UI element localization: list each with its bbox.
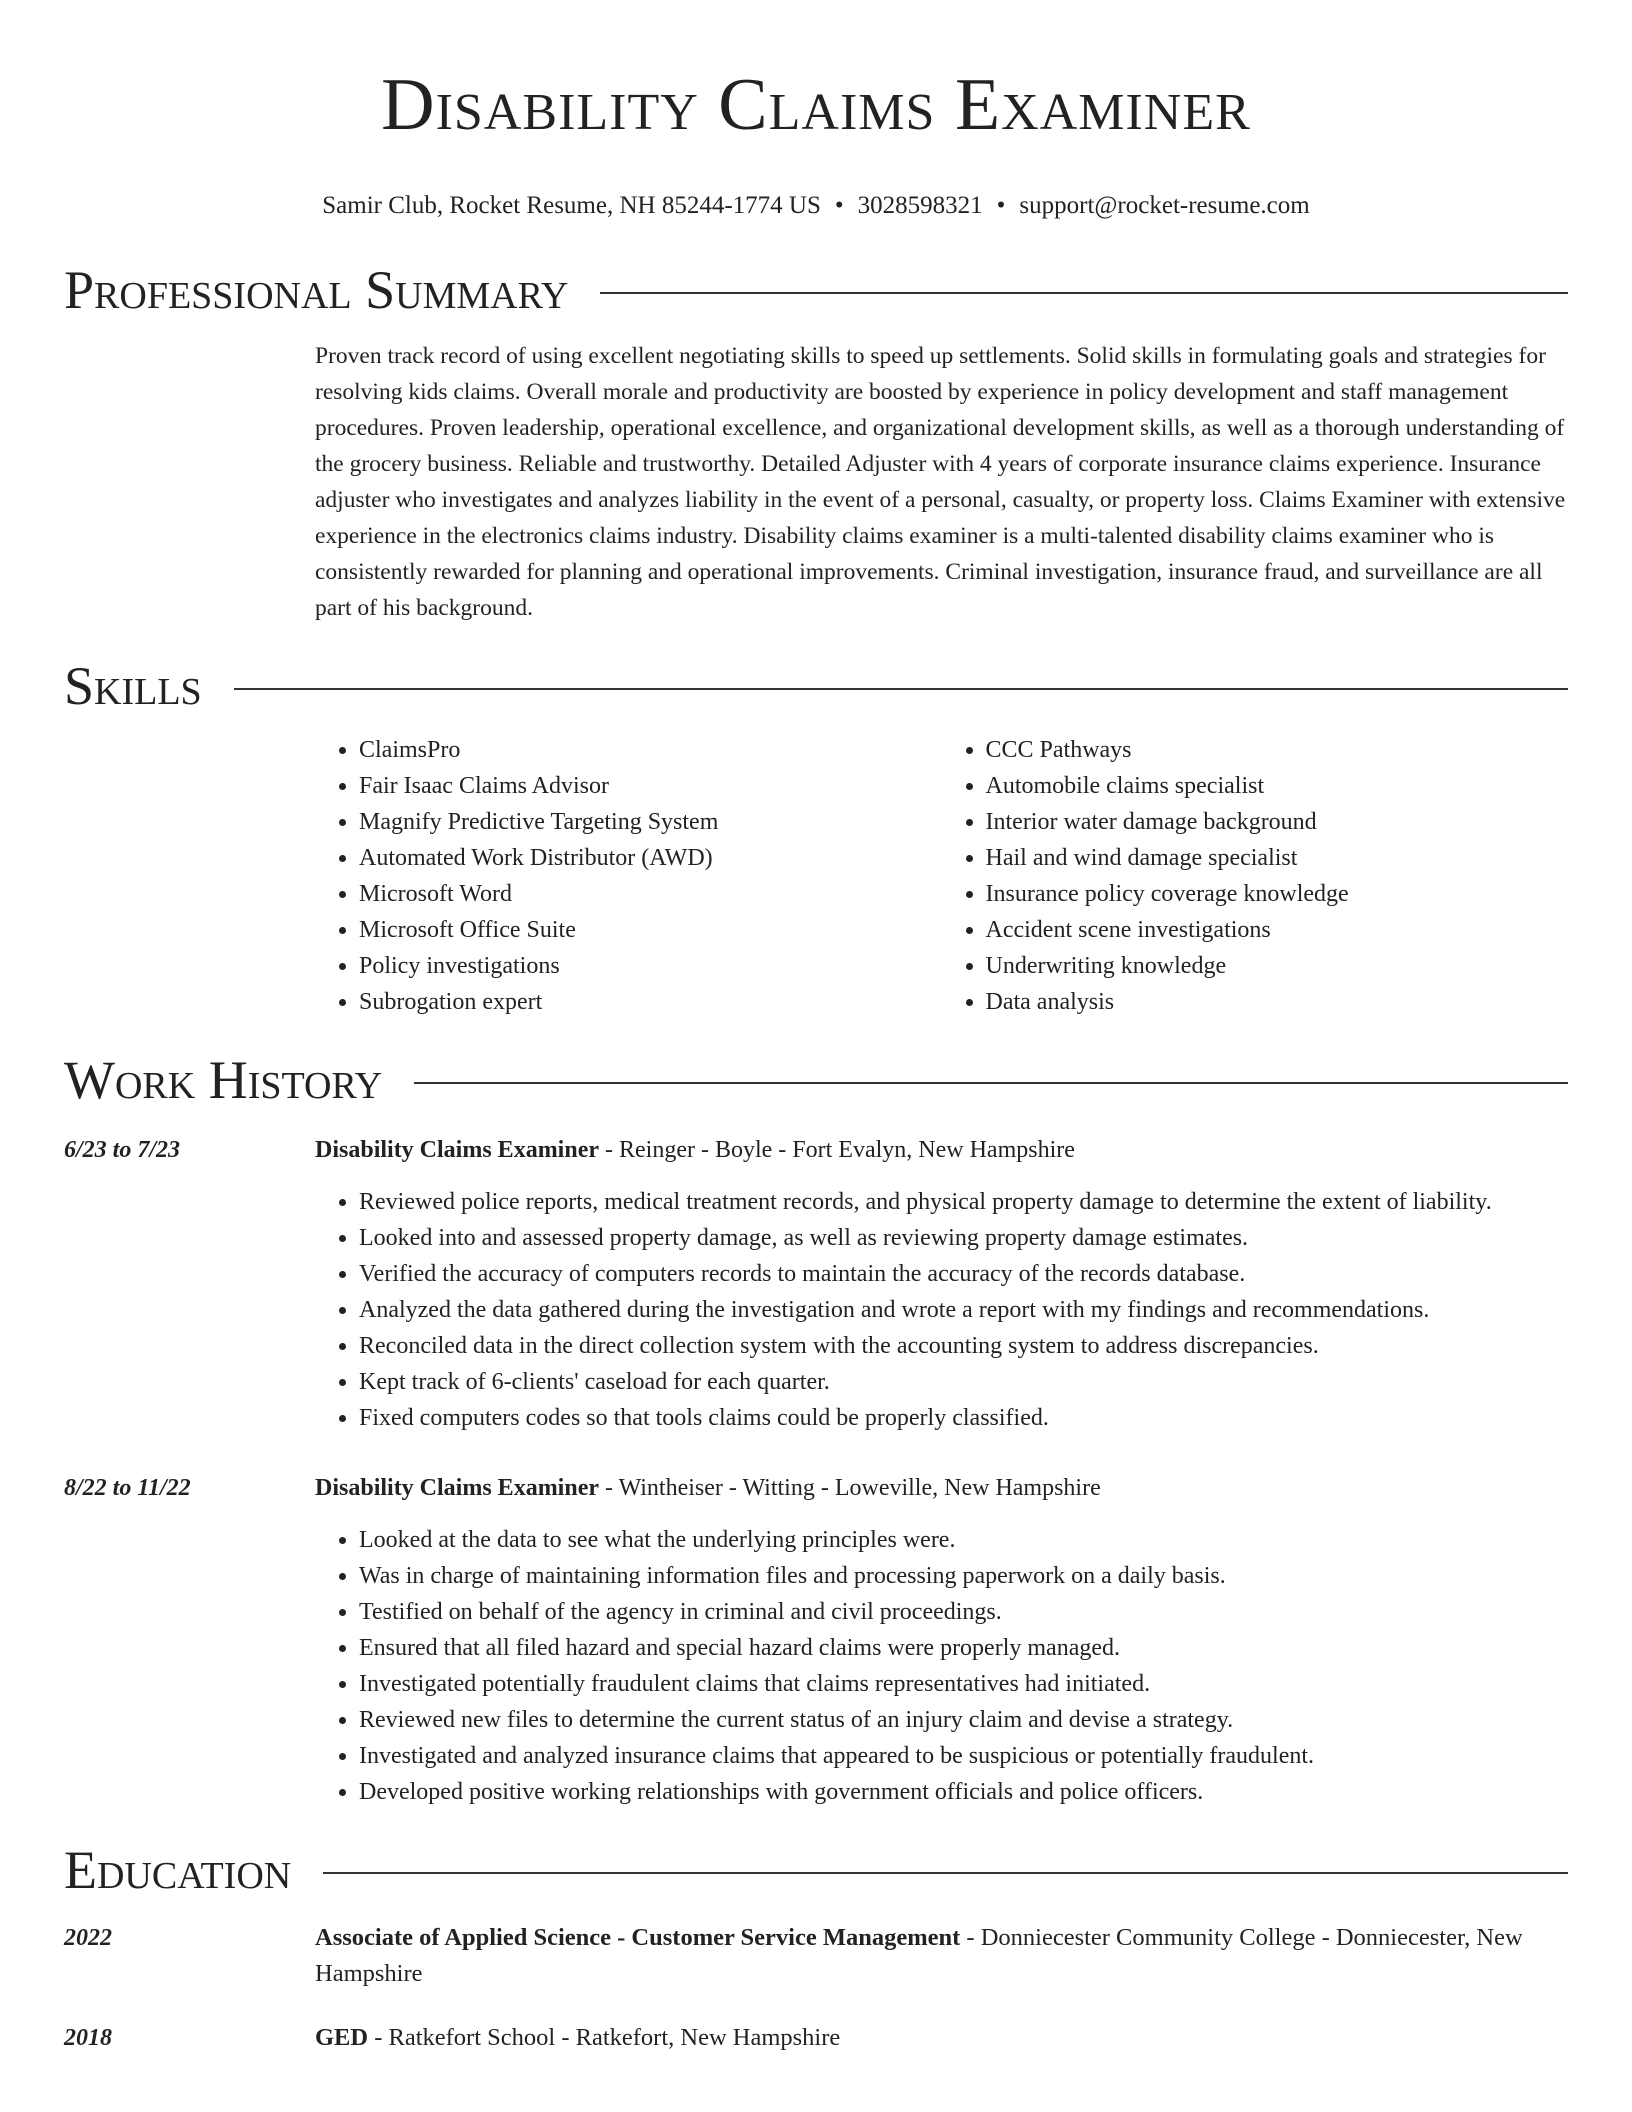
contact-separator: •	[996, 192, 1006, 219]
work-section-header	[64, 1050, 1568, 1110]
skill-item: • Magnify Predictive Targeting System	[359, 804, 942, 840]
skill-item: • Hail and wind damage specialist	[986, 840, 1569, 876]
job-bullet: • Reviewed police reports, medical treatment records, and physical property damage to determine the extent of liability.	[359, 1184, 1568, 1220]
section-divider	[323, 1872, 1568, 1874]
job-dates: 6/23 to 7/23	[64, 1137, 181, 1163]
skills-column-right	[942, 732, 1569, 1020]
education-year: 2022	[64, 1925, 112, 1951]
education-body	[315, 1920, 1568, 1992]
education-school: - Donniecester Community College - Donniecester, New Hampshire	[315, 1924, 1523, 1987]
candidate-name: Disability Claims Examiner	[381, 64, 1251, 146]
job-bullet: • Analyzed the data gathered during the investigation and wrote a report with my findings and recommendations.	[359, 1292, 1568, 1328]
section-divider	[414, 1082, 1568, 1084]
job-body	[315, 1132, 1568, 1436]
skill-item: • Interior water damage background	[986, 804, 1569, 840]
job-body	[315, 1470, 1568, 1810]
skill-item: • Accident scene investigations	[986, 912, 1569, 948]
skills-section-header	[64, 656, 1568, 716]
job-bullet: • Reconciled data in the direct collection system with the accounting system to address discrepancies.	[359, 1328, 1568, 1364]
education-body	[315, 2020, 1568, 2056]
skills-list	[315, 732, 1568, 1020]
job-bullet: • Developed positive working relationships with government officials and police officers.	[359, 1774, 1568, 1810]
education-section-header	[64, 1840, 1568, 1900]
job-title: Disability Claims Examiner	[315, 1475, 600, 1501]
job-bullet: • Ensured that all filed hazard and special hazard claims were properly managed.	[359, 1630, 1568, 1666]
job-bullet: • Investigated potentially fraudulent claims that claims representatives had initiated.	[359, 1666, 1568, 1702]
job-bullet: • Testified on behalf of the agency in criminal and civil proceedings.	[359, 1594, 1568, 1630]
contact-line	[64, 190, 1568, 222]
skill-item: • Automobile claims specialist	[986, 768, 1569, 804]
education-degree: Associate of Applied Science - Customer Service Management	[315, 1924, 961, 1951]
job-bullets	[64, 1522, 1568, 1810]
skill-item: • Underwriting knowledge	[986, 948, 1569, 984]
skill-item: • Policy investigations	[359, 948, 942, 984]
contact-email: support@rocket-resume.com	[1019, 192, 1310, 219]
skill-item: • Automated Work Distributor (AWD)	[359, 840, 942, 876]
education-entry	[64, 1920, 1568, 1992]
job-bullet: • Looked into and assessed property damage, as well as reviewing property damage estimates.	[359, 1220, 1568, 1256]
skills-column-left	[315, 732, 942, 1020]
section-title-skills: Skills	[64, 656, 202, 716]
skill-item: • ClaimsPro	[359, 732, 942, 768]
job-heading	[315, 1470, 1568, 1506]
skill-item: • Insurance policy coverage knowledge	[986, 876, 1569, 912]
section-title-work: Work History	[64, 1050, 383, 1110]
summary-section-header	[64, 260, 1568, 320]
job-bullet: • Fixed computers codes so that tools claims could be properly classified.	[359, 1400, 1568, 1436]
job-entry	[64, 1470, 1568, 1810]
skill-item: • Data analysis	[986, 984, 1569, 1020]
job-bullet: • Looked at the data to see what the underlying principles were.	[359, 1522, 1568, 1558]
education-school: - Ratkefort School - Ratkefort, New Hampshire	[368, 2024, 841, 2051]
job-bullet: • Kept track of 6-clients' caseload for each quarter.	[359, 1364, 1568, 1400]
contact-address: Samir Club, Rocket Resume, NH 85244-1774 US	[322, 192, 821, 219]
job-heading	[315, 1132, 1568, 1168]
section-title-summary: Professional Summary	[64, 260, 569, 320]
skill-item: • Microsoft Office Suite	[359, 912, 942, 948]
job-bullet: • Was in charge of maintaining information files and processing paperwork on a daily basis.	[359, 1558, 1568, 1594]
section-divider	[600, 292, 1568, 294]
skill-item: • Microsoft Word	[359, 876, 942, 912]
job-bullet: • Verified the accuracy of computers records to maintain the accuracy of the records database.	[359, 1256, 1568, 1292]
skill-item: • Subrogation expert	[359, 984, 942, 1020]
contact-separator: •	[834, 192, 844, 219]
job-entry	[64, 1132, 1568, 1436]
job-bullet: • Investigated and analyzed insurance claims that appeared to be suspicious or potentially fraudulent.	[359, 1738, 1568, 1774]
job-employer: - Reinger - Boyle - Fort Evalyn, New Hampshire	[599, 1137, 1075, 1163]
education-degree: GED	[315, 2024, 369, 2051]
job-bullet: • Reviewed new files to determine the current status of an injury claim and devise a strategy.	[359, 1702, 1568, 1738]
education-entry	[64, 2020, 1568, 2056]
summary-text: Proven track record of using excellent negotiating skills to speed up settlements. Solid skills in formulating goals and strategies for resolving kids claims. Overall morale and productivity are boosted by experience in policy development and staff management procedures. Proven leadership, operational excellence, and organizational development skills, as well as a thorough understanding of the grocery business. Reliable and trustworthy. Detailed Adjuster with 4 years of corporate insurance claims experience. Insurance adjuster who investigates and analyzes liability in the event of a personal, casualty, or property loss. Claims Examiner with extensive experience in the electronics claims industry. Disability claims examiner is a multi-talented disability claims examiner who is consistently rewarded for planning and operational improvements. Criminal investigation, insurance fraud, and surveillance are all part of his background.	[315, 343, 1566, 621]
job-title: Disability Claims Examiner	[315, 1137, 600, 1163]
job-dates: 8/22 to 11/22	[64, 1475, 191, 1501]
job-employer: - Wintheiser - Witting - Loweville, New Hampshire	[599, 1475, 1101, 1501]
section-title-education: Education	[64, 1840, 292, 1900]
section-divider	[234, 688, 1568, 690]
contact-phone: 3028598321	[857, 192, 983, 219]
education-year: 2018	[64, 2025, 112, 2051]
skill-item: • Fair Isaac Claims Advisor	[359, 768, 942, 804]
skill-item: • CCC Pathways	[986, 732, 1569, 768]
job-bullets	[64, 1184, 1568, 1436]
